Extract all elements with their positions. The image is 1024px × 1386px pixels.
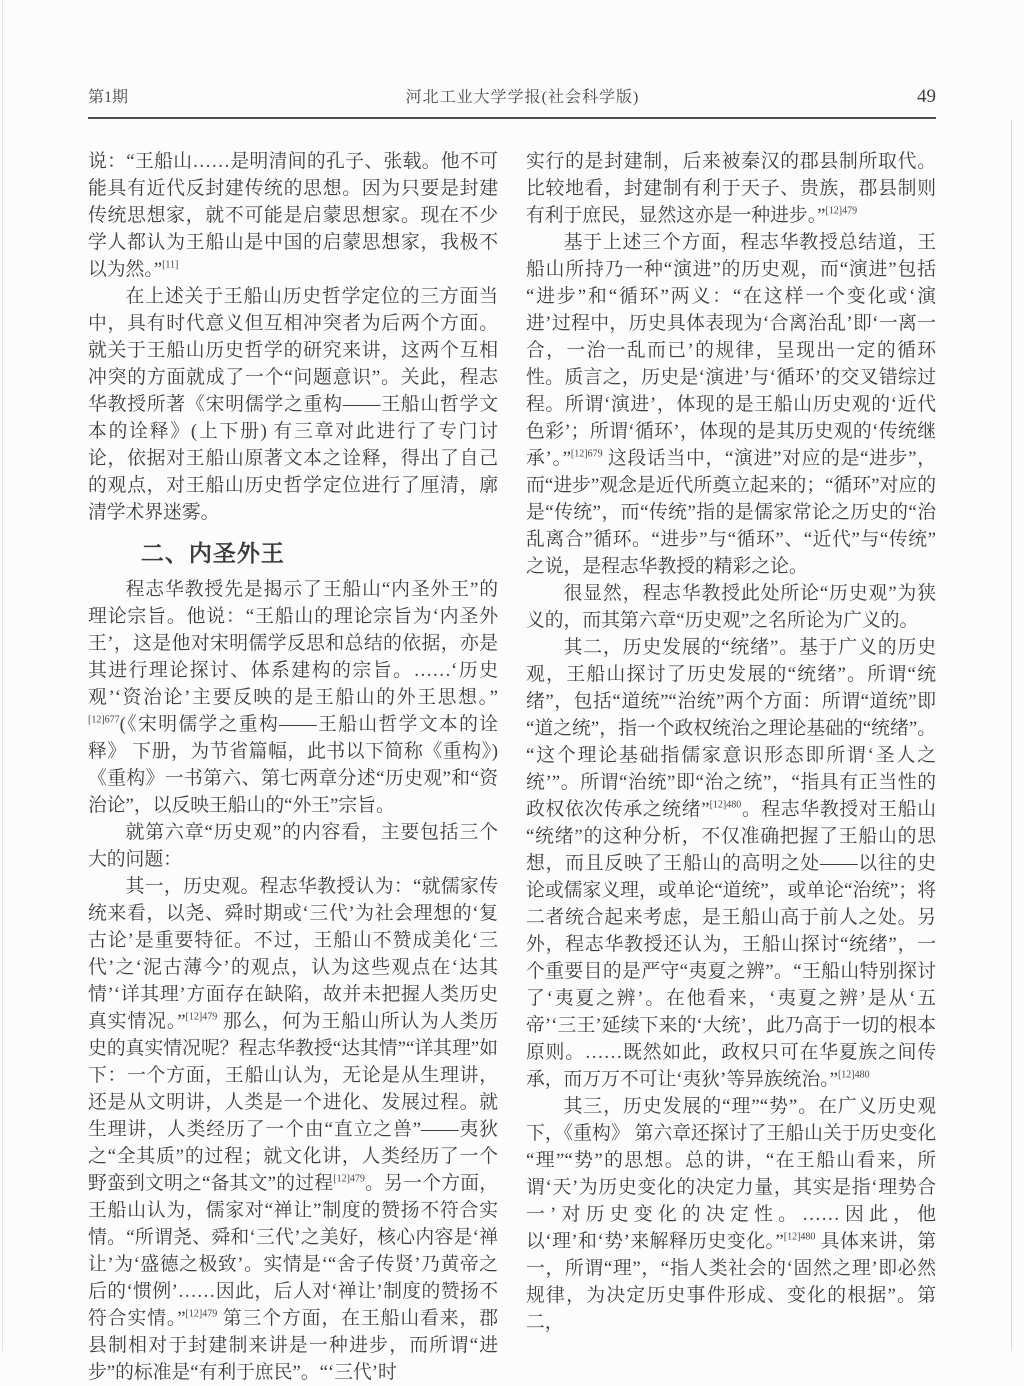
scan-edge-left bbox=[2, 0, 3, 1351]
paragraph: 说：“王船山……是明清间的孔子、张载。他不可能具有近代反封建传统的思想。因为只要是封建传统思想家，就不可能是启蒙思想家。现在不少学人都认为王船山是中国的启蒙思想家，我极不以为然。”[11] bbox=[88, 151, 498, 280]
issue-label: 第1期 bbox=[88, 89, 129, 106]
text-columns bbox=[88, 127, 936, 1386]
citation-marker: [12]480 bbox=[837, 1069, 870, 1081]
paragraph: 其一，历史观。程志华教授认为：“就儒家传统来看，以尧、舜时期或‘三代’为社会理想的‘复古论’是重要特征。不过，王船山不赞成美化‘三代’之‘泥古薄今’的观点，认为这些观点在‘达其情’‘详其理’方面存在缺陷，故并未把握人类历史真实情况。”$^{[12]479}$ 那么，何为王船山所认为人类历史的真实情况呢？程志华教授“达其情”“详其理”如下：一个方面，王船山认为，无论是从生理讲，还是从文明讲，人类是一个进化、发展过程。就生理讲，人类经历了一个由“直立之兽”——夷狄之“全其质”的过程；就文化讲，人类经历了一个野蛮到文明之“备其文”的过程$^{[12]479}$。另一个方面，王船山认为，儒家对“禅让”制度的赞扬不符合实情。“所谓尧、舜和‘三代’之美好，核心内容是‘禅让’为‘盛德之极致’。实情是‘“舍子传贤’乃黄帝之后的‘惯例’……因此，后人对‘禅让’制度的赞扬不符合实情。”$^{[12]479}$ 第三个方面，在王船山看来，郡县制相对于封建制来讲是一种进步，而所谓“进步”的标准是“有利于庶民”。“‘三代’时 bbox=[88, 876, 499, 1383]
paragraph: 实行的是封建制，后来被秦汉的郡县制所取代。比较地看，封建制有利于天子、贵族，郡县制则有利于庶民，显然这亦是一种进步。”$^{[12]479}$ bbox=[526, 151, 936, 226]
citation-marker: [12]679 bbox=[570, 448, 603, 460]
citation-marker: [11] bbox=[162, 259, 179, 271]
paragraph: 其三，历史发展的“理”“势”。在广义历史观下，《重构》 第六章还探讨了王船山关于历史变化“理”“势”的思想。总的讲，“在王船山看来，所谓‘天’为历史变化的决定力量，其实是指‘理势合一’对历史变化的决定性。……因此，他以‘理’和‘势’来解释历史变化。”$^{[12]480}$ 具体来讲，第一，所谓“理”，“指人类社会的‘固然之理’即必然规律，为决定历史事件形成、变化的根据”。第二， bbox=[526, 1096, 936, 1333]
citation-marker: [12]479 bbox=[333, 1173, 365, 1185]
right-column bbox=[526, 148, 936, 1386]
paragraph: 其二，历史发展的“统绪”。基于广义的历史观，王船山探讨了历史发展的“统绪”。所谓“统绪”，包括“道统”“治统”两个方面：所谓“道统”即“道之统”，指一个政权统治之理论基础的“统绪”。“这个理论基础指儒家意识形态即所谓‘圣人之统’”。所谓“治统”即“治之统”，“指具有正当性的政权依次传承之统绪”$^{[12]480}$。程志华教授对王船山“统绪”的这种分析，不仅准确把握了王船山的思想，而且反映了王船山的高明之处——以往的史论或儒家义理，或单论“道统”，或单论“治统”；将二者统合起来考虑，是王船山高于前人之处。另外，程志华教授还认为，王船山探讨“统绪”，一个重要目的是严守“夷夏之辨”。“王船山特别探讨了‘夷夏之辨’。在他看来，‘夷夏之辨’是从‘五帝’‘三王’延续下来的‘大统’，此乃高于一切的根本原则。……既然如此，政权只可在华夏族之间传承，而万万不可让‘夷狄’等异族统治。”$^{[12]480}$ bbox=[526, 637, 936, 1090]
paragraph: 程志华教授先是揭示了王船山“内圣外王”的理论宗旨。他说：“王船山的理论宗旨为‘内圣外王’，这是他对宋明儒学反思和总结的依据，亦是其进行理论探讨、体系建构的宗旨。……‘历史观’‘资治论’主要反映的是王船山的外王思想。”$^{[12]677}$(《宋明儒学之重构——王船山哲学文本的诠释》 下册，为节省篇幅，此书以下简称《重构》)《重构》一书第六、第七两章分述“历史观”和“资治论”，以反映王船山的“外王”宗旨。 bbox=[88, 579, 498, 816]
paragraph: 基于上述三个方面，程志华教授总结道，王船山所持乃一种“演进”的历史观，而“演进”包括“进步”和“循环”两义：“在这样一个变化或‘演进’过程中，历史具体表现为‘合离治乱’即‘一离一合，一治一乱而已’的规律，呈现出一定的循环性。质言之，历史是‘演进’与‘循环’的交叉错综过程。所谓‘演进’，体现的是王船山历史观的‘近代色彩’；所谓‘循环’，体现的是其历史观的‘传统继承’。”$^{[12]679}$ 这段话当中，“演进”对应的是“进步”，而“进步”观念是近代所奠立起来的；“循环”对应的是“传统”，而“传统”指的是儒家常论之历史的“治乱离合”循环。“进步”与“循环”、“近代”与“传统”之说，是程志华教授的精彩之论。 bbox=[526, 232, 936, 577]
scan-edge-right bbox=[1011, 120, 1012, 1351]
left-column bbox=[88, 148, 498, 1386]
running-head bbox=[88, 0, 936, 108]
paragraph: 在上述关于王船山历史哲学定位的三方面当中，具有时代意义但互相冲突者为后两个方面。就关于王船山历史哲学的研究来讲，这两个互相冲突的方面就成了一个“问题意识”。关此，程志华教授所著《宋明儒学之重构——王船山哲学文本的诠释》(上下册) 有三章对此进行了专门讨论，依据对王船山原著文本之诠释，得出了自己的观点，对王船山历史哲学定位进行了厘清，廓清学术界迷雾。 bbox=[88, 286, 498, 523]
journal-title: 河北工业大学学报(社会科学版) bbox=[405, 89, 640, 106]
header-rule bbox=[88, 117, 936, 119]
page-body bbox=[88, 0, 936, 1386]
paragraph: 很显然，程志华教授此处所论“历史观”为狭义的，而其第六章“历史观”之名所论为广义的。 bbox=[526, 583, 936, 631]
paragraph: 就第六章“历史观”的内容看，主要包括三个大的问题： bbox=[88, 822, 498, 870]
citation-marker: [12]480 bbox=[709, 799, 742, 811]
citation-marker: [12]479 bbox=[185, 1011, 218, 1023]
citation-marker: [12]677 bbox=[88, 714, 120, 726]
citation-marker: [12]480 bbox=[783, 1231, 816, 1243]
citation-marker: [12]479 bbox=[185, 1308, 218, 1320]
citation-marker: [12]479 bbox=[825, 205, 858, 217]
page-number: 49 bbox=[917, 86, 936, 107]
section-heading: 二、内圣外王 bbox=[140, 541, 285, 566]
